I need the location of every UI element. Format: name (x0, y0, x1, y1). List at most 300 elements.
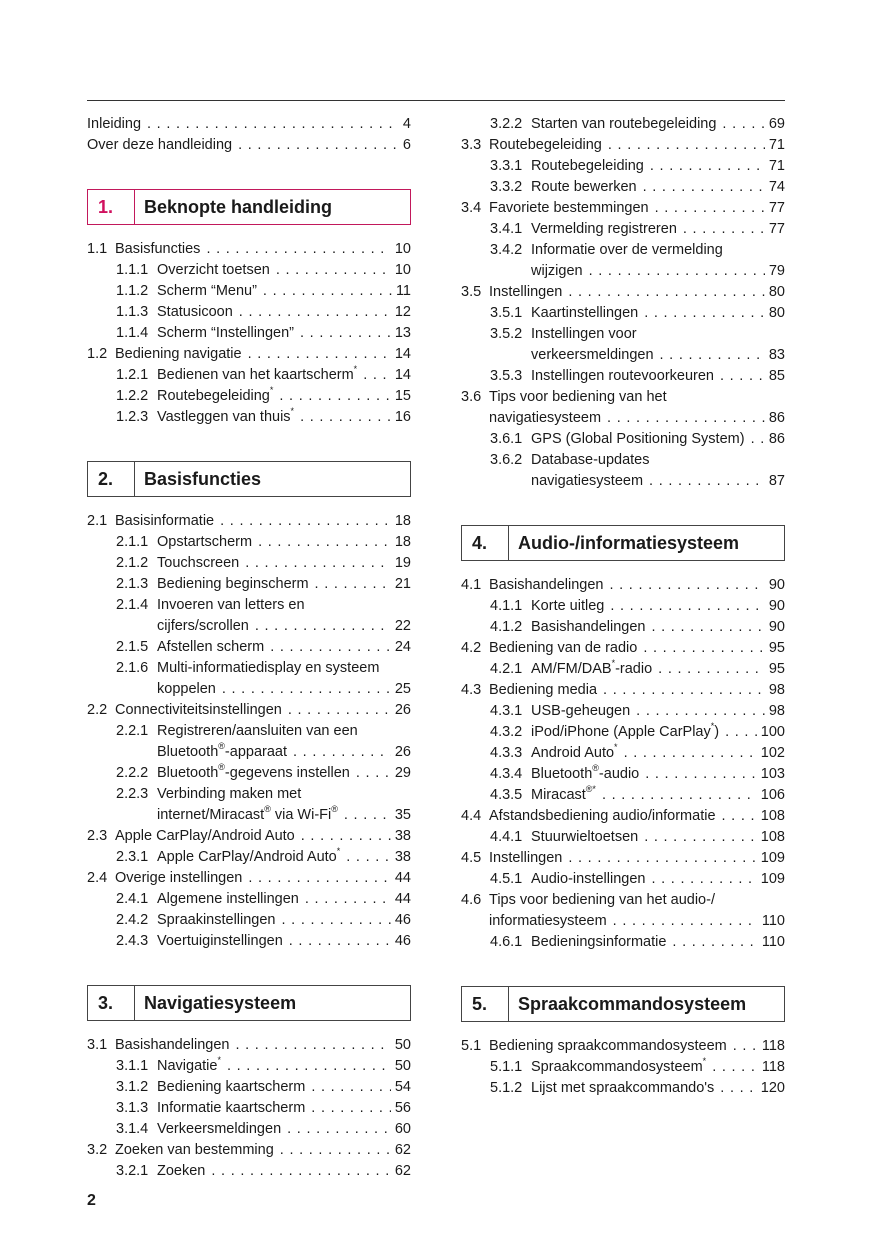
entry-number: 1.1.3 (116, 304, 149, 320)
entry-title: Bedieningsinformatie (531, 934, 667, 950)
page-number: 118 (761, 1038, 785, 1054)
entry-number: 3.1 (87, 1037, 108, 1053)
chapter-number: 3. (88, 986, 135, 1020)
page-number: 50 (394, 1037, 411, 1053)
entry-number: 2.1.1 (116, 534, 149, 550)
entry-title: Verkeersmeldingen (157, 1121, 282, 1137)
toc-entry[interactable] (461, 806, 785, 827)
entry-title: Basishandelingen (531, 619, 646, 635)
entry-number: 1.1.1 (116, 262, 149, 278)
entry-number: 2.2 (87, 702, 108, 718)
entry-number: 3.5.2 (490, 326, 523, 342)
page-number: 87 (768, 473, 785, 489)
toc-entry[interactable] (461, 1036, 785, 1057)
entry-title: Inleiding (87, 116, 142, 132)
page-number: 56 (394, 1100, 411, 1116)
toc-entry[interactable] (87, 784, 411, 826)
entry-number: 2.1.4 (116, 597, 149, 613)
toc-entry[interactable] (461, 680, 785, 701)
entry-title: Apple CarPlay/Android Auto (115, 828, 295, 844)
toc-entry[interactable] (461, 1057, 785, 1078)
toc-entry[interactable] (461, 324, 785, 366)
page-number: 38 (394, 849, 411, 865)
page-number: 12 (394, 304, 411, 320)
page-number: 60 (394, 1121, 411, 1137)
toc-entry[interactable] (87, 1161, 411, 1182)
toc-entry[interactable] (461, 219, 785, 240)
entry-title: Favoriete bestemmingen (489, 200, 649, 216)
page-number: 46 (394, 912, 411, 928)
entry-number: 2.4.3 (116, 933, 149, 949)
entry-number: 4.5 (461, 850, 482, 866)
toc-entry[interactable] (87, 847, 411, 868)
entry-title: Invoeren van letters en (157, 597, 305, 613)
entry-title: Algemene instellingen (157, 891, 299, 907)
entry-number: 4.1.1 (490, 598, 523, 614)
page-number: 29 (394, 765, 411, 781)
entry-title: Bediening navigatie (115, 346, 242, 362)
page-number: 90 (768, 577, 785, 593)
page-number: 4 (402, 116, 411, 132)
toc-entry[interactable] (87, 135, 411, 156)
page-number: 106 (760, 787, 785, 803)
toc-entry[interactable] (461, 429, 785, 450)
entry-title: Instellingen (489, 850, 563, 866)
page-number: 85 (768, 368, 785, 384)
entry-title: Bluetooth®-audio (531, 763, 640, 782)
entry-title: Multi-informatiedisplay en systeem (157, 660, 380, 676)
toc-entry[interactable] (461, 114, 785, 135)
page-number: 118 (761, 1059, 785, 1075)
entry-title: Bediening media (489, 682, 598, 698)
entry-title: Informatie over de vermelding (531, 242, 723, 258)
chapter-2-entries (87, 511, 411, 952)
entry-title: Instellingen routevoorkeuren (531, 368, 714, 384)
toc-entry[interactable] (87, 1098, 411, 1119)
entry-title: Routebegeleiding (531, 158, 644, 174)
chapter-4-entries (461, 575, 785, 953)
entry-title: Vermelding registreren (531, 221, 677, 237)
page-number: 71 (768, 158, 785, 174)
toc-entry[interactable] (461, 659, 785, 680)
chapter-1-entries (87, 239, 411, 428)
chapter-3-header[interactable] (87, 985, 411, 1021)
page-number: 109 (760, 850, 785, 866)
entry-number: 2.1.2 (116, 555, 149, 571)
toc-entry[interactable] (87, 826, 411, 847)
chapter-4-header[interactable] (461, 525, 785, 561)
entry-title: navigatiesysteem (489, 410, 602, 426)
entry-number: 2.2.1 (116, 723, 149, 739)
entry-title: Basisfuncties (115, 241, 201, 257)
entry-title: informatiesysteem (489, 913, 607, 929)
entry-number: 4.1.2 (490, 619, 523, 635)
toc-entry[interactable] (461, 869, 785, 890)
page-number: 102 (760, 745, 785, 761)
entry-number: 3.1.1 (116, 1058, 149, 1074)
entry-number: 1.1.4 (116, 325, 149, 341)
chapter-number: 4. (462, 526, 509, 560)
toc-entry[interactable] (87, 239, 411, 260)
page-number: 80 (768, 284, 785, 300)
toc-entry[interactable] (461, 177, 785, 198)
page-number: 18 (394, 534, 411, 550)
toc-entry[interactable] (461, 617, 785, 638)
chapter-3-continued (461, 114, 785, 492)
page-number: 35 (394, 807, 411, 823)
chapter-2-header[interactable] (87, 461, 411, 497)
entry-number: 3.6.2 (490, 452, 523, 468)
entry-title: Bediening van de radio (489, 640, 638, 656)
page-number: 16 (394, 409, 411, 425)
entry-number: 4.2.1 (490, 661, 523, 677)
page-number: 110 (761, 934, 785, 950)
page-number: 38 (394, 828, 411, 844)
entry-number: 5.1.2 (490, 1080, 523, 1096)
page-number: 110 (761, 913, 785, 929)
chapter-title: Audio-/informatiesysteem (518, 532, 740, 553)
entry-title: verkeersmeldingen (531, 347, 654, 363)
page-number: 71 (768, 137, 785, 153)
entry-number: 3.1.2 (116, 1079, 149, 1095)
entry-number: 3.1.3 (116, 1100, 149, 1116)
entry-number: 4.3.1 (490, 703, 523, 719)
page-number: 80 (768, 305, 785, 321)
entry-number: 4.6.1 (490, 934, 523, 950)
page-number: 50 (394, 1058, 411, 1074)
toc-entry[interactable] (461, 303, 785, 324)
page-number: 11 (395, 283, 411, 299)
toc-entry[interactable] (461, 701, 785, 722)
entry-number: 3.3.2 (490, 179, 523, 195)
toc-entry[interactable] (461, 387, 785, 429)
toc-entry[interactable] (87, 658, 411, 700)
entry-number: 1.2.3 (116, 409, 149, 425)
entry-title: Bluetooth®-apparaat (157, 741, 287, 760)
entry-title: internet/Miracast® via Wi-Fi® (157, 804, 338, 823)
entry-title: Instellingen (489, 284, 563, 300)
entry-number: 2.1.6 (116, 660, 149, 676)
entry-title: Bluetooth®-gegevens instellen (157, 762, 350, 781)
entry-title: Zoeken van bestemming (115, 1142, 274, 1158)
entry-number: 3.2 (87, 1142, 108, 1158)
entry-title: USB-geheugen (531, 703, 631, 719)
page-number: 69 (768, 116, 785, 132)
page-number: 103 (760, 766, 785, 782)
entry-number: 4.3.2 (490, 724, 523, 740)
toc-entry[interactable] (87, 260, 411, 281)
entry-number: 2.2.2 (116, 765, 149, 781)
entry-number: 3.2.2 (490, 116, 523, 132)
entry-title: Scherm “Menu” (157, 283, 257, 299)
entry-title: Kaartinstellingen (531, 305, 639, 321)
entry-title: Audio-instellingen (531, 871, 646, 887)
toc-entry[interactable] (87, 344, 411, 365)
entry-number: 5.1.1 (490, 1059, 523, 1075)
page-number: 90 (768, 598, 785, 614)
toc-entry[interactable] (87, 1077, 411, 1098)
page-number: 14 (394, 367, 411, 383)
toc-entry[interactable] (87, 114, 411, 135)
entry-title: Instellingen voor (531, 326, 637, 342)
entry-title: Routebegeleiding (489, 137, 602, 153)
entry-number: 3.5 (461, 284, 482, 300)
entry-title: Starten van routebegeleiding (531, 116, 717, 132)
chapter-5-header[interactable] (461, 986, 785, 1022)
entry-number: 2.2.3 (116, 786, 149, 802)
entry-title: Stuurwieltoetsen (531, 829, 639, 845)
chapter-title: Beknopte handleiding (144, 196, 333, 217)
entry-number: 1.2.1 (116, 367, 149, 383)
page-number: 62 (394, 1163, 411, 1179)
entry-number: 5.1 (461, 1038, 482, 1054)
entry-number: 4.5.1 (490, 871, 523, 887)
toc-entry[interactable] (461, 596, 785, 617)
toc-entry[interactable] (87, 553, 411, 574)
entry-title: AM/FM/DAB*-radio (531, 658, 653, 677)
entry-number: 4.2 (461, 640, 482, 656)
chapter-5-entries (461, 1036, 785, 1099)
toc-entry[interactable] (87, 910, 411, 931)
entry-number: 2.4 (87, 870, 108, 886)
page-number: 83 (768, 347, 785, 363)
toc-entry[interactable] (461, 827, 785, 848)
toc-entry[interactable] (87, 637, 411, 658)
entry-title: Bediening beginscherm (157, 576, 309, 592)
toc-entry[interactable] (87, 1056, 411, 1077)
toc-entry[interactable] (461, 575, 785, 596)
toc-entry[interactable] (461, 764, 785, 785)
toc-entry[interactable] (461, 722, 785, 743)
page-number: 44 (394, 891, 411, 907)
page-number: 90 (768, 619, 785, 635)
entry-number: 2.3.1 (116, 849, 149, 865)
toc-entry[interactable] (87, 763, 411, 784)
page-number: 10 (394, 241, 411, 257)
entry-title: iPod/iPhone (Apple CarPlay*) (531, 721, 720, 740)
entry-title: Over deze handleiding (87, 137, 233, 153)
entry-title: Lijst met spraakcommando's (531, 1080, 715, 1096)
entry-number: 2.4.1 (116, 891, 149, 907)
page-number: 21 (394, 576, 411, 592)
page-number: 62 (394, 1142, 411, 1158)
toc-entry[interactable] (461, 932, 785, 953)
page-number: 14 (394, 346, 411, 362)
page-number: 15 (394, 388, 411, 404)
chapter-title: Spraakcommandosysteem (518, 993, 747, 1014)
entry-title: Scherm “Instellingen” (157, 325, 294, 341)
entry-title: Basishandelingen (489, 577, 604, 593)
entry-title: Bediening kaartscherm (157, 1079, 306, 1095)
page-number: 26 (394, 744, 411, 760)
toc-right-column (461, 114, 785, 1099)
entry-number: 2.1.5 (116, 639, 149, 655)
entry-title: Vastleggen van thuis* (157, 406, 295, 425)
entry-number: 4.4 (461, 808, 482, 824)
toc-entry[interactable] (87, 281, 411, 302)
page-number: 108 (760, 808, 785, 824)
page-number: 10 (394, 262, 411, 278)
toc-entry[interactable] (87, 595, 411, 637)
chapter-number: 5. (462, 987, 509, 1021)
entry-title: Opstartscherm (157, 534, 253, 550)
entry-number: 4.6 (461, 892, 482, 908)
entry-number: 3.4.1 (490, 221, 523, 237)
page-number: 77 (768, 200, 785, 216)
entry-number: 4.4.1 (490, 829, 523, 845)
page-number: 19 (394, 555, 411, 571)
entry-number: 1.2 (87, 346, 108, 362)
entry-number: 4.3.3 (490, 745, 523, 761)
entry-title: Bedienen van het kaartscherm* (157, 364, 358, 383)
page-number: 18 (394, 513, 411, 529)
toc-entry[interactable] (461, 450, 785, 492)
toc-entry[interactable] (461, 743, 785, 764)
entry-number: 4.3.5 (490, 787, 523, 803)
page-number: 54 (394, 1079, 411, 1095)
toc-entry[interactable] (87, 931, 411, 952)
page-number: 6 (402, 137, 411, 153)
entry-number: 3.2.1 (116, 1163, 149, 1179)
entry-title: Overzicht toetsen (157, 262, 270, 278)
toc-entry[interactable] (461, 282, 785, 303)
entry-number: 2.1 (87, 513, 108, 529)
toc-entry[interactable] (87, 407, 411, 428)
entry-title: Navigatie* (157, 1055, 221, 1074)
toc-entry[interactable] (461, 638, 785, 659)
page-number: 86 (768, 431, 785, 447)
top-rule (87, 100, 785, 101)
entry-title: cijfers/scrollen (157, 618, 249, 634)
toc-entry[interactable] (87, 574, 411, 595)
entry-number: 1.2.2 (116, 388, 149, 404)
entry-title: navigatiesysteem (531, 473, 644, 489)
toc-entry[interactable] (461, 135, 785, 156)
entry-number: 3.5.1 (490, 305, 523, 321)
entry-title: Basishandelingen (115, 1037, 230, 1053)
page-number: 44 (394, 870, 411, 886)
entry-number: 4.1 (461, 577, 482, 593)
entry-number: 1.1.2 (116, 283, 149, 299)
entry-title: Routebegeleiding* (157, 385, 274, 404)
page-number: 95 (768, 640, 785, 656)
toc-entry[interactable] (461, 240, 785, 282)
entry-title: Informatie kaartscherm (157, 1100, 306, 1116)
toc-entry[interactable] (461, 1078, 785, 1099)
toc-left-column (87, 114, 411, 1182)
entry-title: Registreren/aansluiten van een (157, 723, 358, 739)
entry-number: 3.1.4 (116, 1121, 149, 1137)
toc-entry[interactable] (87, 532, 411, 553)
page-number: 109 (760, 871, 785, 887)
entry-title: Android Auto* (531, 742, 618, 761)
toc-entry[interactable] (461, 890, 785, 932)
entry-title: Spraakinstellingen (157, 912, 276, 928)
toc-entry[interactable] (461, 198, 785, 219)
entry-number: 4.3.4 (490, 766, 523, 782)
entry-title: Afstandsbediening audio/informatie (489, 808, 716, 824)
entry-title: Spraakcommandosysteem* (531, 1056, 707, 1075)
entry-title: Statusicoon (157, 304, 233, 320)
toc-entry[interactable] (461, 366, 785, 387)
entry-title: Apple CarPlay/Android Auto* (157, 846, 341, 865)
page-number: 77 (768, 221, 785, 237)
entry-title: Verbinding maken met (157, 786, 302, 802)
page-number: 26 (394, 702, 411, 718)
chapter-title: Basisfuncties (144, 468, 262, 489)
toc-intro (87, 114, 411, 156)
entry-title: Miracast®* (531, 784, 596, 803)
entry-title: Korte uitleg (531, 598, 605, 614)
chapter-1-header[interactable] (87, 189, 411, 225)
chapter-number: 1. (88, 190, 135, 224)
entry-title: Tips voor bediening van het audio-/ (489, 892, 715, 908)
toc-entry[interactable] (87, 868, 411, 889)
toc-entry[interactable] (87, 1140, 411, 1161)
page-number: 86 (768, 410, 785, 426)
entry-number: 3.4.2 (490, 242, 523, 258)
toc-entry[interactable] (87, 721, 411, 763)
chapter-title: Navigatiesysteem (144, 992, 297, 1013)
entry-number: 3.4 (461, 200, 482, 216)
entry-number: 2.4.2 (116, 912, 149, 928)
entry-title: wijzigen (531, 263, 583, 279)
toc-entry[interactable] (87, 323, 411, 344)
toc-entry[interactable] (87, 511, 411, 532)
entry-number: 2.1.3 (116, 576, 149, 592)
entry-number: 4.3 (461, 682, 482, 698)
entry-title: Overige instellingen (115, 870, 243, 886)
toc-entry[interactable] (461, 848, 785, 869)
toc-entry[interactable] (87, 889, 411, 910)
toc-entry[interactable] (87, 386, 411, 407)
toc-entry[interactable] (461, 156, 785, 177)
page-number: 46 (394, 933, 411, 949)
entry-title: Route bewerken (531, 179, 637, 195)
entry-number: 3.6.1 (490, 431, 523, 447)
toc-entry[interactable] (87, 1119, 411, 1140)
entry-title: Voertuiginstellingen (157, 933, 283, 949)
page-number: 108 (760, 829, 785, 845)
entry-title: Basisinformatie (115, 513, 215, 529)
entry-number: 3.3 (461, 137, 482, 153)
entry-number: 1.1 (87, 241, 108, 257)
entry-title: Tips voor bediening van het (489, 389, 667, 405)
page-number: 95 (768, 661, 785, 677)
page-number: 120 (760, 1080, 785, 1096)
toc-entry[interactable] (87, 1035, 411, 1056)
page-number: 13 (394, 325, 411, 341)
page-number: 98 (768, 682, 785, 698)
page-number: 22 (394, 618, 411, 634)
entry-title: Touchscreen (157, 555, 240, 571)
toc-entry[interactable] (87, 700, 411, 721)
page-number: 100 (760, 724, 785, 740)
toc-entry[interactable] (87, 302, 411, 323)
chapter-number: 2. (88, 462, 135, 496)
page-number: 24 (394, 639, 411, 655)
page-number: 79 (768, 263, 785, 279)
page-number: 98 (768, 703, 785, 719)
entry-title: Zoeken (157, 1163, 206, 1179)
page-number-footer: 2 (87, 1192, 96, 1209)
entry-number: 3.6 (461, 389, 482, 405)
toc-entry[interactable] (461, 785, 785, 806)
entry-title: koppelen (157, 681, 216, 697)
entry-title: Afstellen scherm (157, 639, 265, 655)
entry-title: Bediening spraakcommandosysteem (489, 1038, 727, 1054)
toc-entry[interactable] (87, 365, 411, 386)
